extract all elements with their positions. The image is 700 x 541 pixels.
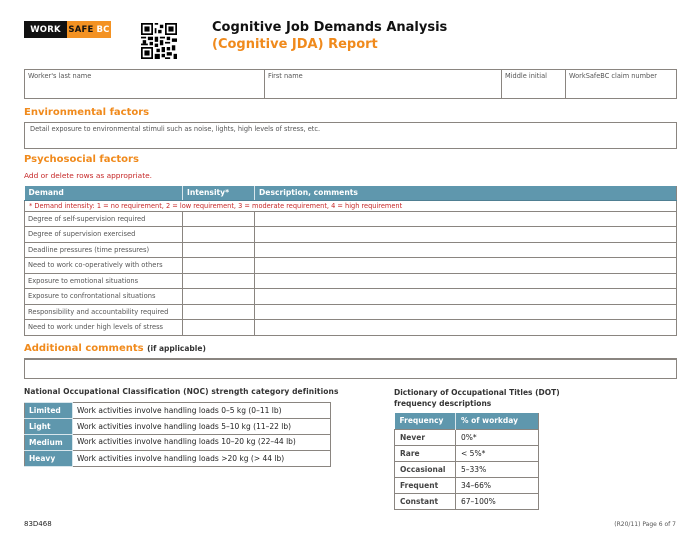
additional-comments-field[interactable] (24, 358, 677, 379)
intensity-cell[interactable] (183, 258, 255, 274)
noc-row (25, 451, 331, 467)
first-name-field[interactable] (265, 70, 502, 98)
noc-row (25, 435, 331, 451)
noc-category: Limited (25, 403, 73, 419)
demand-cell: Exposure to emotional situations (25, 273, 183, 289)
demand-cell: Exposure to confrontational situations (25, 289, 183, 305)
dot-frequency: Rare (395, 445, 456, 461)
intensity-cell[interactable] (183, 211, 255, 227)
noc-description: Work activities involve handling loads 0–5 kg (0–11 lb) (73, 403, 331, 419)
noc-description: Work activities involve handling loads 5–10 kg (11–22 lb) (73, 419, 331, 435)
additional-comments-title: Additional comments (24, 343, 144, 354)
col-demand: Demand (25, 186, 183, 200)
demand-cell: Deadline pressures (time pressures) (25, 242, 183, 258)
report-title: Cognitive Job Demands Analysis (212, 20, 448, 35)
claim-number-label: WorkSafeBC claim number (569, 72, 657, 80)
description-cell[interactable] (255, 211, 677, 227)
dot-row (395, 445, 539, 461)
noc-category: Heavy (25, 451, 73, 467)
col-intensity: Intensity* (183, 186, 255, 200)
description-cell[interactable] (255, 242, 677, 258)
table-row (25, 304, 677, 320)
demand-cell: Degree of supervision exercised (25, 227, 183, 243)
noc-table (24, 402, 331, 467)
logo-safe-text: SAFE (68, 24, 94, 35)
intensity-note-row (25, 200, 677, 211)
noc-description (73, 435, 331, 451)
dot-heading-line2: frequency descriptions (394, 399, 492, 408)
description-cell[interactable] (255, 273, 677, 289)
table-row (25, 258, 677, 274)
dot-frequency: Constant (395, 493, 456, 509)
intensity-cell[interactable] (183, 304, 255, 320)
description-cell[interactable] (255, 320, 677, 336)
description-cell[interactable] (255, 289, 677, 305)
middle-initial-field[interactable] (502, 70, 566, 98)
noc-heading: National Occupational Classification (NOC) strength category definitions (24, 387, 339, 396)
first-name-label: First name (268, 72, 303, 80)
col-frequency: Frequency (395, 413, 456, 429)
dot-header-row (395, 413, 539, 429)
table-row (25, 227, 677, 243)
noc-description-text: Work activities involve handling loads 10–20 kg (22–44 lb) (77, 438, 296, 446)
col-description: Description, comments (255, 186, 677, 200)
dot-percent: 34–66% (456, 477, 539, 493)
noc-row (25, 403, 331, 419)
table-row (25, 273, 677, 289)
environmental-factors-heading: Environmental factors (24, 107, 150, 118)
logo-work: WORK (24, 21, 67, 38)
add-rows-note: Add or delete rows as appropriate. (24, 171, 152, 180)
psychosocial-factors-heading: Psychosocial factors (24, 154, 139, 165)
dot-row (395, 461, 539, 477)
table-row (25, 320, 677, 336)
worker-info-box (24, 69, 677, 99)
description-cell[interactable] (255, 258, 677, 274)
intensity-cell[interactable] (183, 320, 255, 336)
worksafebc-logo (24, 21, 111, 38)
middle-initial-label: Middle initial (505, 72, 548, 80)
demand-cell: Need to work under high levels of stress (25, 320, 183, 336)
description-cell[interactable] (255, 227, 677, 243)
noc-category: Medium (25, 435, 73, 451)
additional-comments-sub: (if applicable) (147, 344, 206, 353)
noc-category: Light (25, 419, 73, 435)
col-percent-workday: % of workday (456, 413, 539, 429)
report-subtitle: (Cognitive JDA) Report (212, 37, 378, 52)
intensity-cell[interactable] (183, 242, 255, 258)
logo-safe (67, 21, 111, 38)
dot-frequency: Occasional (395, 461, 456, 477)
environmental-factors-field[interactable] (24, 122, 677, 149)
table-header-row (25, 186, 677, 200)
page-info: (R20/11) Page 6 of 7 (614, 521, 676, 528)
dot-heading (394, 387, 560, 409)
additional-comments-heading (24, 343, 206, 354)
last-name-field[interactable] (25, 70, 265, 98)
table-row (25, 242, 677, 258)
dot-frequency: Never (395, 429, 456, 445)
demand-cell: Responsibility and accountability required (25, 304, 183, 320)
dot-row (395, 493, 539, 509)
last-name-label: Worker's last name (28, 72, 92, 80)
dot-table (394, 413, 539, 510)
dot-row (395, 477, 539, 493)
dot-heading-line1: Dictionary of Occupational Titles (DOT) (394, 388, 560, 397)
form-number: 83D468 (24, 520, 52, 528)
environmental-placeholder: Detail exposure to environmental stimuli such as noise, lights, high levels of stress, etc. (30, 125, 321, 133)
intensity-cell[interactable] (183, 273, 255, 289)
intensity-cell[interactable] (183, 289, 255, 305)
dot-percent: 0%* (456, 429, 539, 445)
dot-row (395, 429, 539, 445)
noc-description: Work activities involve handling loads >20 kg (> 44 lb) (73, 451, 331, 467)
dot-percent: < 5%* (456, 445, 539, 461)
psychosocial-table (24, 186, 677, 336)
dot-percent: 5–33% (456, 461, 539, 477)
demand-cell: Degree of self-supervision required (25, 211, 183, 227)
table-row (25, 211, 677, 227)
qr-code-icon (141, 22, 177, 60)
noc-row (25, 419, 331, 435)
table-row (25, 289, 677, 305)
dot-percent: 67–100% (456, 493, 539, 509)
intensity-note: * Demand intensity: 1 = no requirement, 2 = low requirement, 3 = moderate requirement, 4 = high requirement (25, 200, 677, 211)
intensity-cell[interactable] (183, 227, 255, 243)
logo-bc-text: BC (96, 24, 110, 35)
demand-cell: Need to work co-operatively with others (25, 258, 183, 274)
description-cell[interactable] (255, 304, 677, 320)
claim-number-field[interactable] (566, 70, 676, 98)
dot-frequency: Frequent (395, 477, 456, 493)
